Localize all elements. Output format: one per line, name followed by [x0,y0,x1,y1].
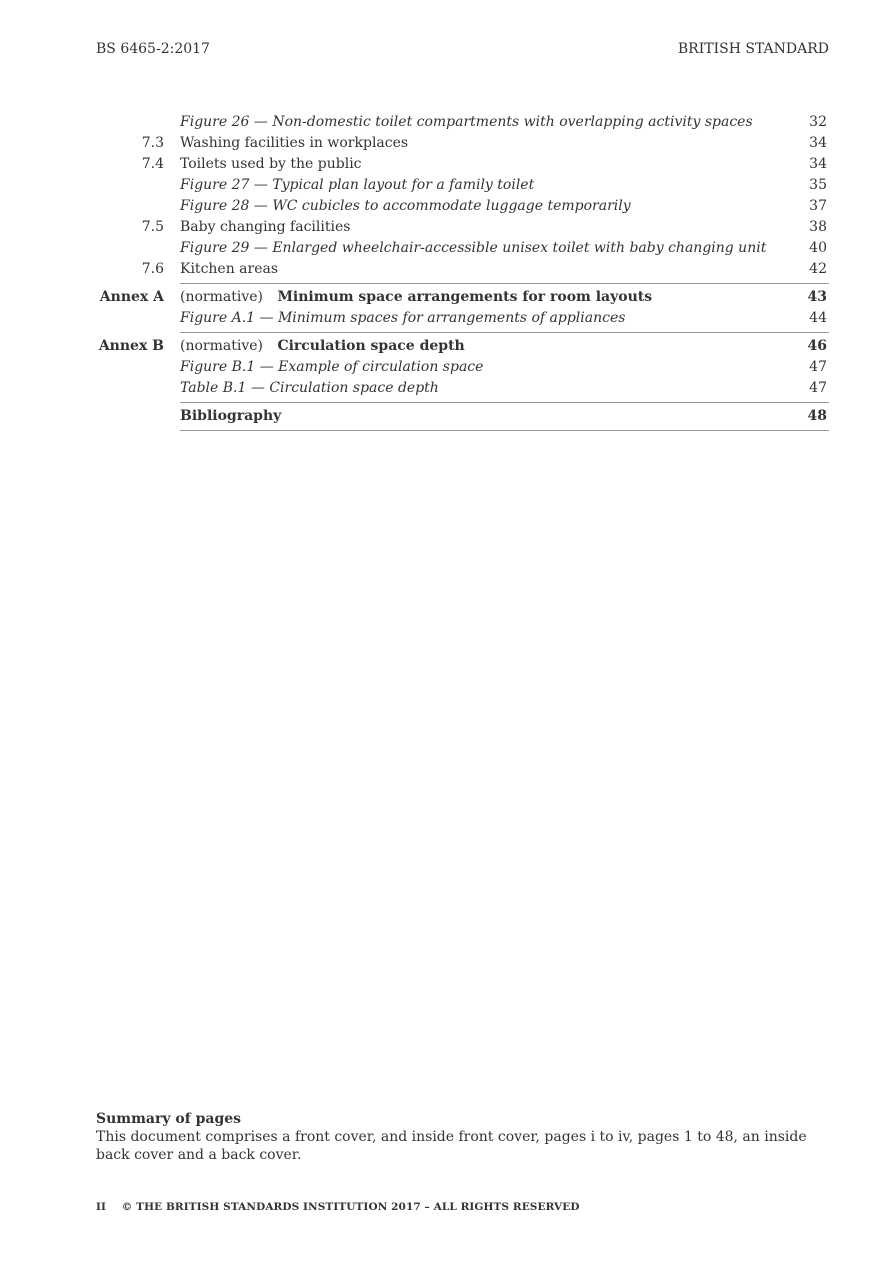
annex-b-title-group [180,336,787,357]
toc-entry[interactable] [96,133,829,154]
annex-a-page: 43 [807,289,827,305]
summary-text: This document comprises a front cover, and inside front cover, pages i to iv, pages 1 to 48, an inside back cover and a back cover. [96,1129,807,1163]
toc-entry[interactable] [96,175,829,196]
toc-entry[interactable] [96,357,829,378]
table-of-contents [96,112,829,431]
toc-divider [180,332,829,333]
annex-b-title: Circulation space depth [277,338,465,354]
bibliography-page: 48 [807,408,827,424]
toc-entry[interactable] [96,196,829,217]
summary-heading: Summary of pages [96,1111,242,1127]
toc-entry-page: 32 [809,114,827,130]
toc-entry-page: 34 [809,135,827,151]
summary-of-pages [96,1110,829,1164]
page-footer [96,1201,580,1213]
footer-copyright: © THE BRITISH STANDARDS INSTITUTION 2017 – ALL RIGHTS RESERVED [121,1201,580,1213]
annex-a-label: Annex A [99,289,164,305]
toc-entry-page: 47 [809,359,827,375]
footer-page-number: II [96,1201,107,1213]
toc-entry[interactable] [96,308,829,329]
toc-entry-title: Table B.1 — Circulation space depth [180,380,439,396]
toc-entry[interactable] [96,154,829,175]
toc-entry-page: 34 [809,156,827,172]
toc-entry-page: 42 [809,261,827,277]
toc-entry-number: 7.3 [141,135,164,151]
toc-entry-page: 40 [809,240,827,256]
toc-divider [180,430,829,431]
toc-bibliography[interactable] [96,406,829,427]
toc-entry-title: Toilets used by the public [180,156,362,172]
toc-entry-title: Figure 27 — Typical plan layout for a family toilet [180,177,535,193]
bibliography-title: Bibliography [180,408,282,424]
toc-entry-number: 7.5 [141,219,164,235]
annex-a-title-group [180,287,787,308]
toc-entry-page: 44 [809,310,827,326]
toc-entry-title: Kitchen areas [180,261,279,277]
toc-annex-b[interactable] [96,336,829,357]
toc-entry-title: Figure 29 — Enlarged wheelchair-accessible unisex toilet with baby changing unit [180,240,767,256]
toc-entry-page: 38 [809,219,827,235]
toc-annex-a[interactable] [96,287,829,308]
toc-entry-title: Figure A.1 — Minimum spaces for arrangements of appliances [180,310,626,326]
toc-entry[interactable] [96,238,829,259]
toc-entry[interactable] [96,217,829,238]
toc-entry-title: Figure 28 — WC cubicles to accommodate luggage temporarily [180,198,631,214]
toc-entry-title: Figure B.1 — Example of circulation space [180,359,484,375]
toc-entry[interactable] [96,259,829,280]
header-standard-number: BS 6465-2:2017 [96,41,210,57]
annex-a-normative: (normative) [180,289,263,305]
annex-b-page: 46 [807,338,827,354]
toc-entry-title: Baby changing facilities [180,219,351,235]
header-publisher: BRITISH STANDARD [677,41,829,57]
toc-entry-page: 47 [809,380,827,396]
toc-divider [180,283,829,284]
toc-entry-number: 7.4 [141,156,164,172]
annex-b-label: Annex B [98,338,164,354]
toc-divider [180,402,829,403]
annex-a-title: Minimum space arrangements for room layouts [277,289,653,305]
toc-entry-title: Figure 26 — Non-domestic toilet compartments with overlapping activity spaces [180,114,753,130]
annex-b-normative: (normative) [180,338,263,354]
toc-entry-page: 35 [809,177,827,193]
toc-entry-number: 7.6 [141,261,164,277]
toc-entry-title: Washing facilities in workplaces [180,135,409,151]
toc-entry[interactable] [96,378,829,399]
toc-entry-page: 37 [809,198,827,214]
toc-entry[interactable] [96,112,829,133]
